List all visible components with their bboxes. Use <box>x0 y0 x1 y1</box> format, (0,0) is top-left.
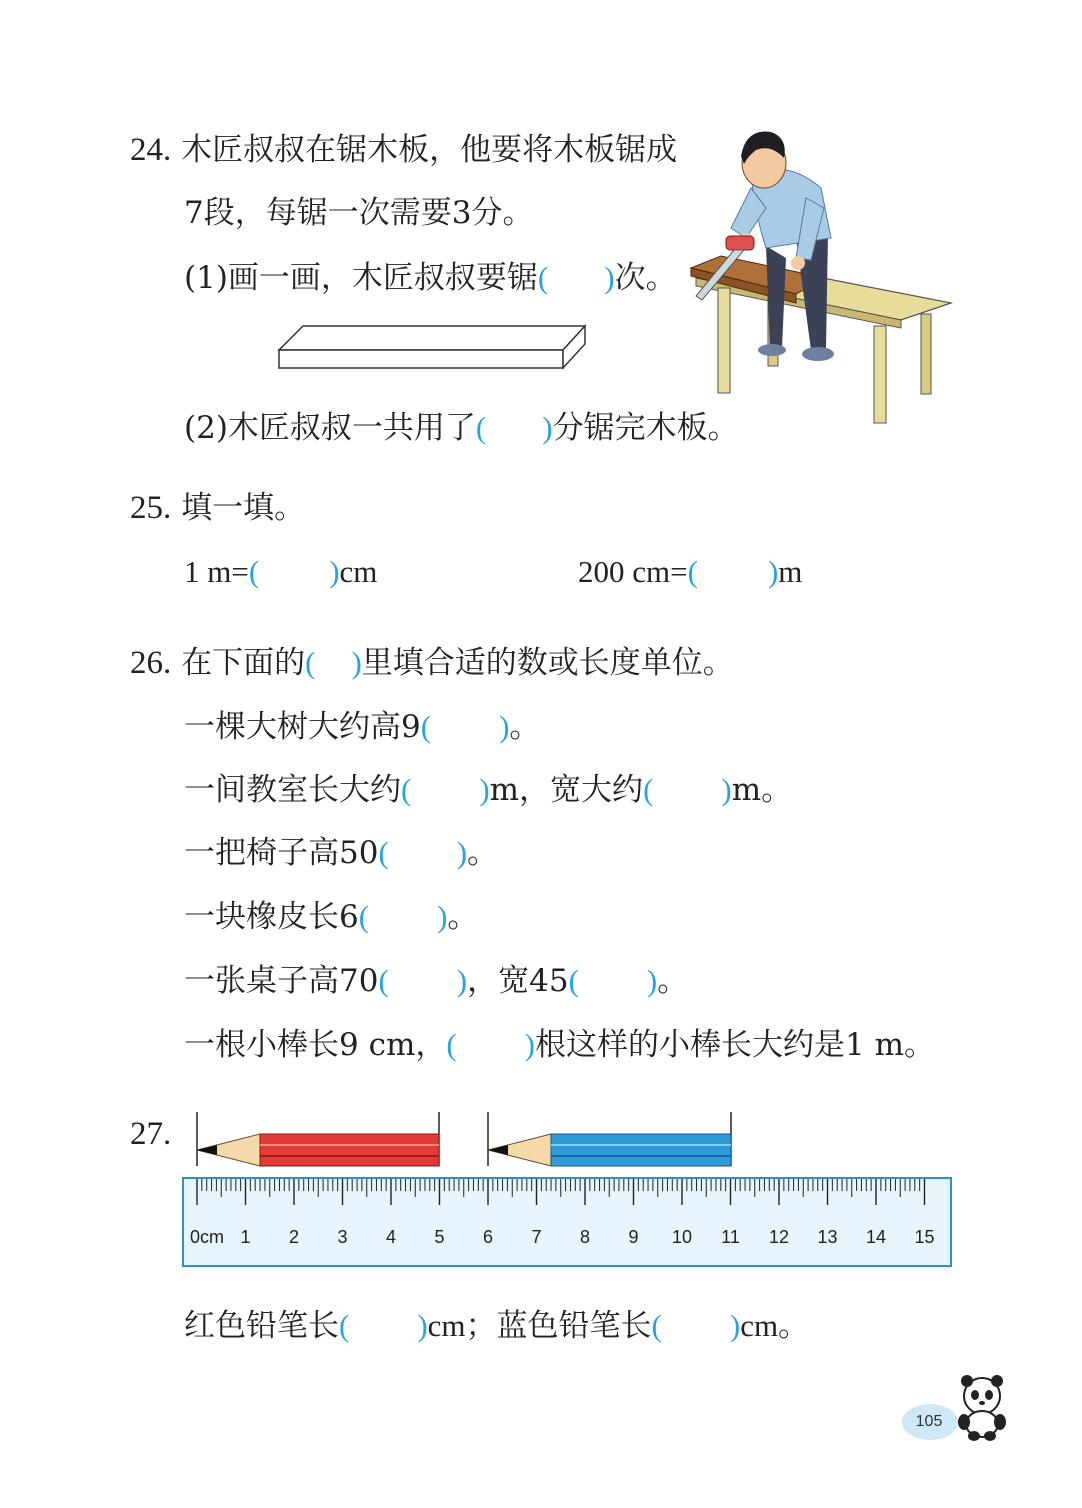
paren-open: ( <box>643 772 654 807</box>
q26-item3 <box>184 833 498 873</box>
paren-open: ( <box>568 963 579 998</box>
item-text: 一块橡皮长6 <box>184 899 359 935</box>
q24-sub2 <box>184 408 739 448</box>
carpenter-illustration <box>686 128 956 428</box>
answer-blank[interactable] <box>688 554 779 589</box>
item-text: 。 <box>447 899 479 935</box>
paren-close: ) <box>456 963 468 998</box>
paren-open: ( <box>378 963 389 998</box>
q26-item1 <box>184 707 540 747</box>
q26-item2 <box>184 770 792 810</box>
ruler-label: 7 <box>531 1227 542 1247</box>
answer-blank[interactable] <box>569 963 658 998</box>
ruler-label: 5 <box>434 1227 445 1247</box>
question-text: 木匠叔叔在锯木板，他要将木板锯成 <box>181 132 678 168</box>
paren-sample <box>305 645 362 680</box>
item-text: 一张桌子高70 <box>184 963 379 999</box>
ruler-label: 14 <box>865 1227 887 1247</box>
sub-question-text: 分锯完木板。 <box>552 410 739 446</box>
question-number: 24. <box>130 132 172 168</box>
item-text: 。 <box>509 709 541 745</box>
answer-blank[interactable] <box>378 963 467 998</box>
unit-text: m <box>778 554 803 589</box>
item-text: 红色铅笔长 <box>184 1308 339 1344</box>
paren-open: ( <box>687 554 698 589</box>
item-text: 。 <box>467 835 499 871</box>
paren-open: ( <box>378 835 389 870</box>
question-text: 里填合适的数或长度单位。 <box>361 645 734 681</box>
ruler-label: 15 <box>914 1227 935 1247</box>
q25-item2 <box>578 552 802 592</box>
answer-blank[interactable] <box>378 835 467 870</box>
question-number: 27. <box>130 1116 172 1152</box>
q26-item5 <box>184 961 688 1001</box>
q27-number-line <box>130 1114 171 1154</box>
paren-close: ) <box>351 645 362 680</box>
page-number <box>904 1404 954 1440</box>
ruler-label: 1 <box>240 1227 251 1247</box>
plank-illustration <box>275 320 590 372</box>
sub-question-text: 次。 <box>614 260 677 296</box>
paren-open: ( <box>651 1308 662 1343</box>
item-text: 一根小棒长9 cm， <box>184 1027 447 1063</box>
item-text: 一把椅子高50 <box>184 835 379 871</box>
paren-close: ) <box>437 899 448 934</box>
item-text: m。 <box>731 772 793 808</box>
paren-close: ) <box>604 260 615 295</box>
equation-text: 200 cm= <box>578 554 688 589</box>
answer-blank[interactable] <box>339 1308 428 1343</box>
answer-blank[interactable] <box>421 709 510 744</box>
paren-open: ( <box>446 1027 457 1062</box>
red-pencil <box>197 1134 439 1166</box>
q26-item4 <box>184 897 478 937</box>
paren-open: ( <box>537 260 549 295</box>
ruler-label: 8 <box>579 1227 591 1247</box>
q25-item1 <box>184 552 377 592</box>
paren-open: ( <box>420 709 432 744</box>
paren-close: ) <box>329 554 340 589</box>
item-text: 根这样的小棒长大约是1 m。 <box>535 1027 935 1063</box>
item-text: 一棵大树大约高9 <box>184 709 421 745</box>
paren-open: ( <box>305 645 316 680</box>
item-text: ，宽45 <box>467 963 569 999</box>
ruler-label: 13 <box>817 1227 838 1247</box>
paren-open: ( <box>401 772 412 807</box>
q27-answer <box>184 1306 809 1346</box>
paren-close: ) <box>767 554 779 589</box>
paren-open: ( <box>358 899 370 934</box>
ruler-label: 12 <box>768 1227 790 1247</box>
answer-blank[interactable] <box>446 1027 535 1062</box>
item-text: cm；蓝色铅笔长 <box>427 1308 652 1343</box>
paren-close: ) <box>646 963 658 998</box>
answer-blank[interactable] <box>652 1308 741 1343</box>
q24-sub1 <box>184 258 677 298</box>
question-text: 填一填。 <box>181 490 306 526</box>
question-number: 26. <box>130 645 172 681</box>
question-text: 在下面的 <box>181 645 306 681</box>
q26-line1 <box>130 643 734 683</box>
ruler-svg <box>182 1108 952 1268</box>
unit-text: cm <box>339 554 378 589</box>
ruler-body <box>183 1178 951 1266</box>
item-text: cm。 <box>740 1308 810 1343</box>
q25-line1 <box>130 488 305 528</box>
question-number: 25. <box>130 490 172 526</box>
ruler-label: 4 <box>385 1227 397 1247</box>
q24-line1 <box>130 130 677 170</box>
answer-blank[interactable] <box>401 772 490 807</box>
paren-close: ) <box>479 772 490 807</box>
paren-close: ) <box>721 772 732 807</box>
equation-text: 1 m= <box>184 554 249 589</box>
paren-close: ) <box>729 1308 741 1343</box>
blue-pencil <box>488 1134 731 1166</box>
q26-item6 <box>184 1025 935 1065</box>
paren-close: ) <box>456 835 468 870</box>
sub-question-text: (2)木匠叔叔一共用了 <box>184 410 476 446</box>
paren-open: ( <box>248 554 260 589</box>
ruler-label: 11 <box>721 1227 740 1247</box>
answer-blank[interactable] <box>476 410 553 445</box>
ruler-label: 10 <box>671 1227 693 1247</box>
answer-blank[interactable] <box>643 772 732 807</box>
ruler-label: 6 <box>482 1227 494 1247</box>
paren-close: ) <box>542 410 553 445</box>
answer-blank[interactable] <box>249 554 340 589</box>
panda-icon <box>950 1372 1014 1442</box>
question-text: 7段，每锯一次需要3分。 <box>184 195 534 231</box>
item-text: 一间教室长大约 <box>184 772 401 808</box>
q24-line2 <box>184 193 533 233</box>
item-text: 。 <box>657 963 689 999</box>
ruler-label: 3 <box>337 1227 348 1247</box>
answer-blank[interactable] <box>359 899 448 934</box>
ruler-label: 0cm <box>189 1227 225 1247</box>
paren-close: ) <box>524 1027 535 1062</box>
item-text: m，宽大约 <box>489 772 644 808</box>
paren-close: ) <box>417 1308 428 1343</box>
ruler-label: 9 <box>628 1227 639 1247</box>
page-number-text: 105 <box>915 1413 943 1430</box>
ruler-figure <box>182 1108 952 1268</box>
answer-blank[interactable] <box>538 260 615 295</box>
ruler-label: 2 <box>288 1227 300 1247</box>
paren-open: ( <box>339 1308 350 1343</box>
paren-close: ) <box>499 709 510 744</box>
sub-question-text: (1)画一画，木匠叔叔要锯 <box>184 260 538 296</box>
paren-open: ( <box>475 410 487 445</box>
